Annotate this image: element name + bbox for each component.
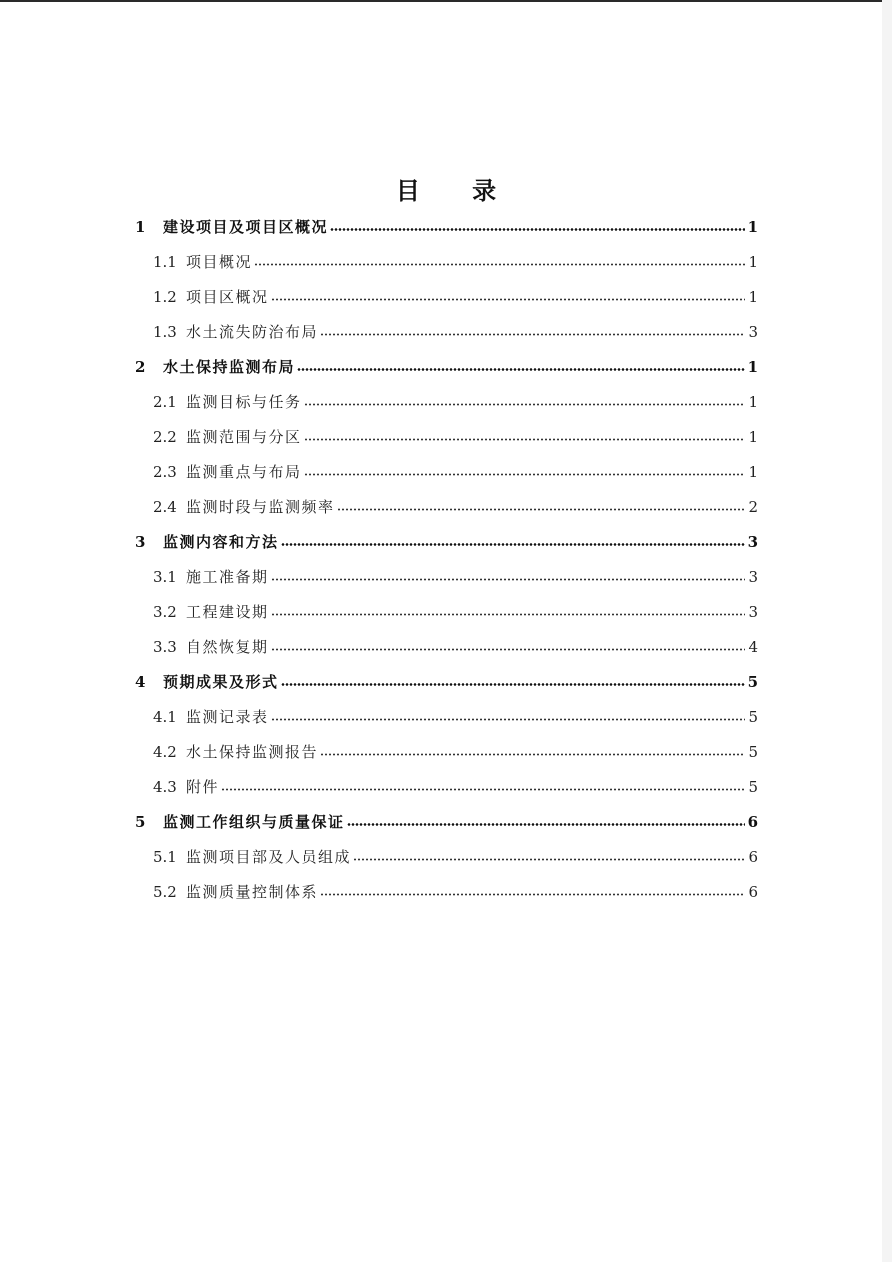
- toc-dot-leader: [254, 262, 745, 268]
- toc-entry-title: 监测目标与任务: [186, 393, 302, 411]
- toc-entry-number: 2.3: [153, 462, 177, 481]
- toc-section-entry[interactable]: [135, 874, 758, 909]
- toc-entry-number: 4: [135, 672, 146, 691]
- toc-section-entry[interactable]: [135, 279, 758, 314]
- toc-entry-number: 5: [135, 812, 146, 831]
- toc-entry-title: 项目概况: [186, 253, 253, 271]
- toc-page-number: 1: [748, 462, 758, 481]
- toc-dot-leader: [281, 542, 745, 548]
- toc-section-entry[interactable]: [135, 314, 758, 349]
- toc-dot-leader: [337, 507, 746, 513]
- toc-section-entry[interactable]: [135, 489, 758, 524]
- toc-page-number: 6: [747, 812, 758, 831]
- toc-page-number: 4: [748, 637, 758, 656]
- toc-page-number: 3: [748, 567, 758, 586]
- toc-section-entry[interactable]: [135, 629, 758, 664]
- toc-entry-number: 4.3: [153, 777, 177, 796]
- toc-dot-leader: [320, 752, 745, 758]
- toc-dot-leader: [221, 787, 745, 793]
- toc-dot-leader: [320, 332, 745, 338]
- toc-entry-title: 项目区概况: [186, 288, 269, 306]
- toc-entry-title: 监测项目部及人员组成: [186, 848, 352, 866]
- toc-page-number: 1: [748, 252, 758, 271]
- toc-entry-number: 4.1: [153, 707, 177, 726]
- toc-dot-leader: [271, 612, 746, 618]
- toc-dot-leader: [271, 647, 746, 653]
- toc-entry-title: 施工准备期: [186, 568, 269, 586]
- toc-chapter-entry[interactable]: [135, 804, 758, 839]
- toc-entry-title: 监测记录表: [186, 708, 269, 726]
- toc-dot-leader: [347, 822, 745, 828]
- toc-section-entry[interactable]: [135, 699, 758, 734]
- toc-entry-number: 1: [135, 217, 146, 236]
- toc-dot-leader: [320, 892, 745, 898]
- toc-section-entry[interactable]: [135, 594, 758, 629]
- toc-section-entry[interactable]: [135, 419, 758, 454]
- toc-page-number: 3: [748, 602, 758, 621]
- toc-page-number: 1: [747, 217, 758, 236]
- toc-chapter-entry[interactable]: [135, 349, 758, 384]
- toc-entry-number: 2.4: [153, 497, 177, 516]
- toc-section-entry[interactable]: [135, 454, 758, 489]
- toc-page-number: 5: [747, 672, 758, 691]
- toc-page-number: 1: [748, 427, 758, 446]
- toc-page-number: 1: [748, 287, 758, 306]
- toc-page-number: 5: [748, 777, 758, 796]
- toc-title: 目 录: [395, 176, 519, 205]
- toc-dot-leader: [271, 577, 746, 583]
- toc-entry-number: 1.1: [153, 252, 177, 271]
- toc-entry-number: 2: [135, 357, 146, 376]
- toc-entry-title: 附件: [186, 778, 220, 796]
- toc-page-number: 3: [747, 532, 758, 551]
- toc-page-number: 5: [748, 742, 758, 761]
- toc-page-number: 6: [748, 882, 758, 901]
- toc-entry-number: 1.2: [153, 287, 177, 306]
- toc-entry-number: 3.2: [153, 602, 177, 621]
- toc-entry-number: 5.1: [153, 847, 177, 866]
- toc-page-number: 1: [748, 392, 758, 411]
- toc-section-entry[interactable]: [135, 839, 758, 874]
- toc-entry-title: 建设项目及项目区概况: [163, 218, 329, 236]
- toc-section-entry[interactable]: [135, 244, 758, 279]
- toc-page-number: 6: [748, 847, 758, 866]
- toc-entry-number: 4.2: [153, 742, 177, 761]
- toc-chapter-entry[interactable]: [135, 209, 758, 244]
- toc-entry-number: 3: [135, 532, 146, 551]
- toc-entry-number: 3.3: [153, 637, 177, 656]
- toc-chapter-entry[interactable]: [135, 664, 758, 699]
- toc-dot-leader: [281, 682, 745, 688]
- toc-entry-title: 自然恢复期: [186, 638, 269, 656]
- toc-entry-number: 5.2: [153, 882, 177, 901]
- toc-section-entry[interactable]: [135, 734, 758, 769]
- toc-dot-leader: [330, 227, 745, 233]
- toc-page-number: 1: [747, 357, 758, 376]
- toc-page-number: 3: [748, 322, 758, 341]
- toc-entry-title: 监测质量控制体系: [186, 883, 319, 901]
- table-of-contents: [135, 209, 758, 909]
- toc-chapter-entry[interactable]: [135, 524, 758, 559]
- toc-page-number: 5: [748, 707, 758, 726]
- toc-entry-number: 1.3: [153, 322, 177, 341]
- toc-entry-title: 预期成果及形式: [163, 673, 279, 691]
- toc-page-number: 2: [748, 497, 758, 516]
- toc-dot-leader: [304, 437, 746, 443]
- toc-entry-title: 工程建设期: [186, 603, 269, 621]
- toc-dot-leader: [304, 472, 746, 478]
- toc-dot-leader: [297, 367, 745, 373]
- toc-section-entry[interactable]: [135, 384, 758, 419]
- toc-entry-title: 监测工作组织与质量保证: [163, 813, 345, 831]
- toc-entry-title: 监测重点与布局: [186, 463, 302, 481]
- toc-dot-leader: [353, 857, 745, 863]
- toc-entry-number: 3.1: [153, 567, 177, 586]
- toc-dot-leader: [304, 402, 746, 408]
- toc-entry-title: 监测范围与分区: [186, 428, 302, 446]
- toc-section-entry[interactable]: [135, 769, 758, 804]
- toc-entry-title: 水土保持监测报告: [186, 743, 319, 761]
- toc-entry-title: 监测时段与监测频率: [186, 498, 335, 516]
- toc-entry-title: 水土保持监测布局: [163, 358, 296, 376]
- toc-entry-number: 2.1: [153, 392, 177, 411]
- toc-dot-leader: [271, 297, 746, 303]
- toc-section-entry[interactable]: [135, 559, 758, 594]
- toc-entry-title: 监测内容和方法: [163, 533, 279, 551]
- toc-entry-title: 水土流失防治布局: [186, 323, 319, 341]
- toc-dot-leader: [271, 717, 746, 723]
- top-border-line: [0, 0, 892, 2]
- toc-entry-number: 2.2: [153, 427, 177, 446]
